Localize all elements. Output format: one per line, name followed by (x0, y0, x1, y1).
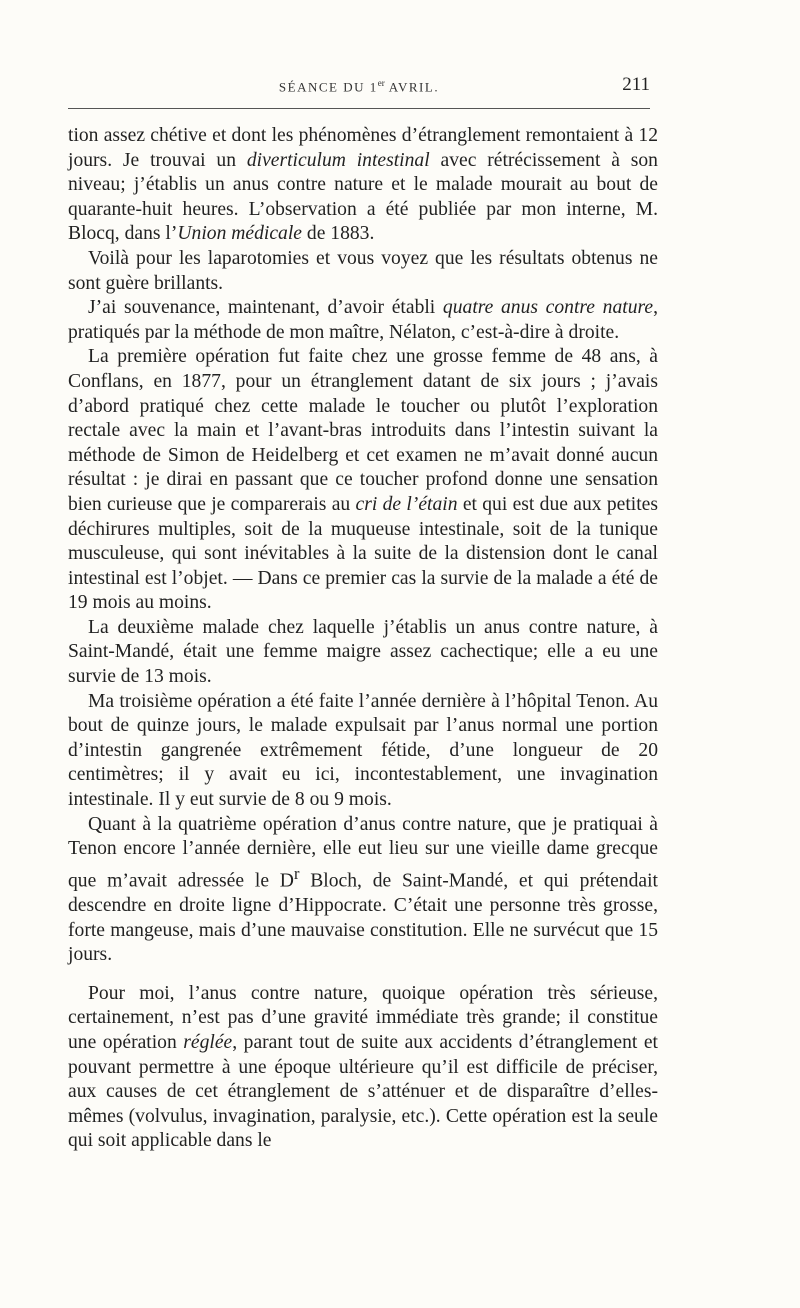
paragraph: La première opération fut faite chez une grosse femme de 48 ans, à Conflans, en 1877, pour un étranglement datant de six jours ; j’avais d’abord pratiqué chez cette malade le toucher ou plutôt l’exploration rectale avec la main et l’avant-bras introduits dans l’intestin suivant la méthode de Simon de Heidelberg et cet examen ne m’avait donné aucun résultat : je dirai en passant que ce toucher profond donne une sensation bien curieuse que je comparerais au cri de l’étain et qui est due aux petites déchirures multiples, soit de la muqueuse intestinale, soit de la tunique musculeuse, qui sont inévitables à la suite de la distension dont le canal intestinal est l’objet. — Dans ce premier cas la survie de la malade a été de 19 mois au moins. (68, 346, 659, 614)
paragraph: La deuxième malade chez laquelle j’établis un anus contre nature, à Saint-Mandé, était une femme maigre assez cachectique; elle a eu une survie de 13 mois. (68, 616, 658, 688)
page-header (68, 74, 650, 98)
paragraph: tion assez chétive et dont les phénomènes d’étranglement remontaient à 12 jours. Je trouvai un diverticulum intestinal avec rétrécissement à son niveau; j’établis un anus contre nature et le malade mourait au bout de quarante-huit heures. L’observation a été publiée par mon interne, M. Blocq, dans l’Union médicale de 1883. (68, 125, 658, 245)
paragraph: J’ai souvenance, maintenant, d’avoir établi quatre anus contre nature, pratiqués par la méthode de mon maître, Nélaton, c’est-à-dire à droite. (68, 297, 658, 343)
paragraph: Voilà pour les laparotomies et vous voyez que les résultats obtenus ne sont guère brillants. (68, 247, 658, 294)
paragraph: Quant à la quatrième opération d’anus contre nature, que je pratiquai à Tenon encore l’année dernière, elle eut lieu sur une vieille dame grecque que m’avait adressée le $D^r$ Bloch, de Saint-Mandé, et qui prétendait descendre en droite ligne d’Hippocrate. C’était une personne très grosse, forte mangeuse, mais d’une mauvaise constitution. Elle ne survécut que 15 jours. (68, 813, 658, 966)
paragraph: Ma troisième opération a été faite l’année dernière à l’hôpital Tenon. Au bout de quinze jours, le malade expulsait par l’anus normal une portion d’intestin gangrenée extrêmement fétide, d’une longueur de 20 centimètres; il y avait eu ici, incontestablement, une invagination intestinale. Il y eut survie de 8 ou 9 mois. (68, 690, 658, 811)
page-number: 211 (622, 74, 650, 95)
header-rule (68, 108, 650, 109)
body-text (68, 124, 658, 1154)
paragraph: Pour moi, l’anus contre nature, quoique opération très sérieuse, certainement, n’est pas d’une gravité immédiate très grande; il constitue une opération réglée, parant tout de suite aux accidents d’étranglement et pouvant permettre à une époque ultérieure qu’il est difficile de préciser, aux causes de cet étranglement de s’atténuer et de disparaître d’elles-mêmes (volvulus, invagination, paralysie, etc.). Cette opération est la seule qui soit applicable dans le (68, 982, 658, 1152)
running-head: SÉANCE DU 1er AVRIL. (278, 78, 440, 95)
